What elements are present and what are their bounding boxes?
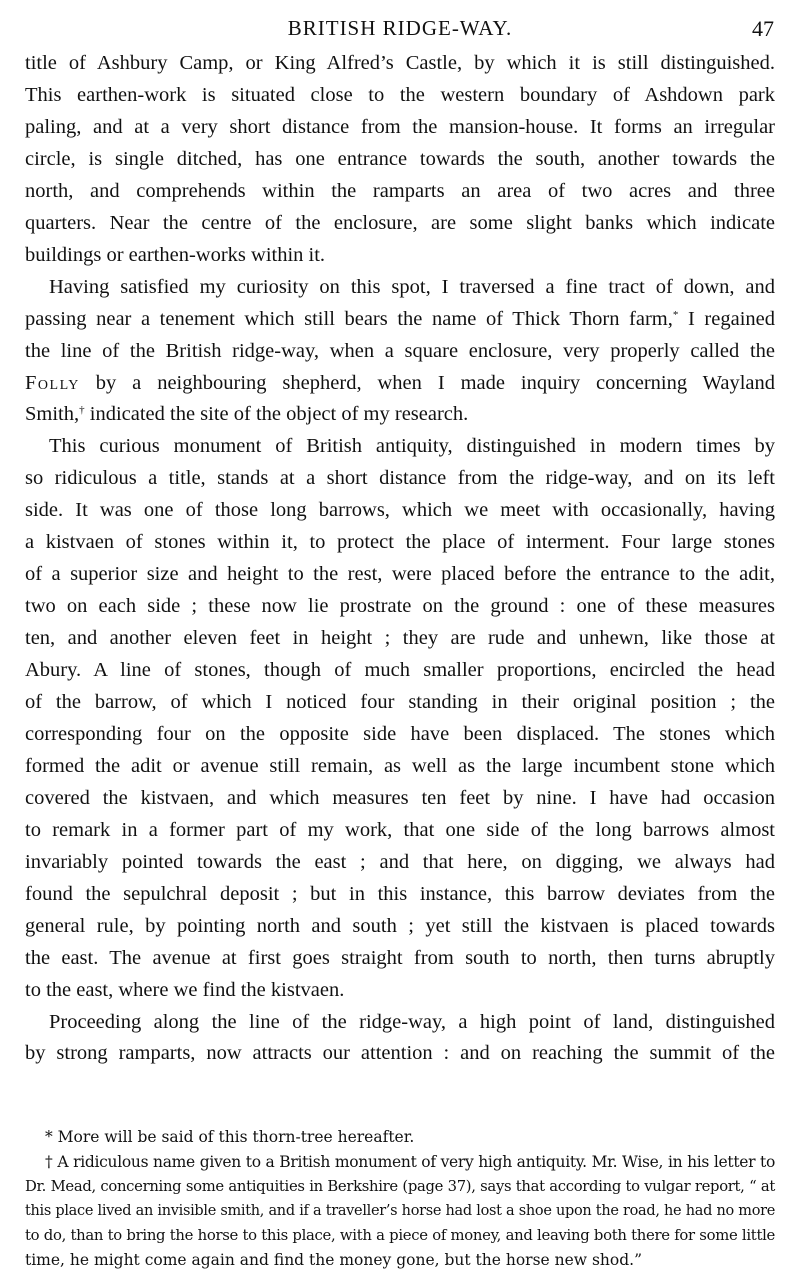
- text-line: Folly by a neighbouring shepherd, when I made inquiry concerning Wayland: [25, 371, 775, 394]
- footnote-marker: *: [672, 308, 679, 321]
- text-line: to remark in a former part of my work, that one side of the long barrows almost: [25, 818, 775, 841]
- text-line: This curious monument of British antiquity, distinguished in modern times by: [49, 435, 775, 458]
- text-line: of the barrow, of which I noticed four standing in their original position ; the: [25, 691, 775, 713]
- footnote-line: Dr. Mead, concerning some antiquities in Berkshire (page 37), says that according to vulgar report, “ at: [25, 1178, 775, 1196]
- page-header: [0, 14, 800, 44]
- footnote-line: † A ridiculous name given to a British monument of very high antiquity. Mr. Wise, in his letter to: [45, 1152, 775, 1171]
- text-line: ten, and another eleven feet in height ; they are rude and unhewn, like those at: [25, 627, 775, 650]
- text-line: Proceeding along the line of the ridge-way, a high point of land, distinguished: [49, 1010, 775, 1033]
- text-line: circle, is single ditched, has one entrance towards the south, another towards the: [25, 147, 775, 170]
- text-line: corresponding four on the opposite side have been displaced. The stones which: [25, 722, 775, 745]
- text-line: buildings or earthen-works within it.: [25, 243, 326, 266]
- text-line: Having satisfied my curiosity on this spot, I traversed a fine tract of down, and: [49, 275, 775, 298]
- footnote-line: * More will be said of this thorn-tree hereafter.: [45, 1128, 415, 1146]
- text-line: a kistvaen of stones within it, to protect the place of interment. Four large stones: [25, 531, 775, 554]
- text-line: formed the adit or avenue still remain, as well as the large incumbent stone which: [25, 754, 775, 777]
- text-line: so ridiculous a title, stands at a short distance from the ridge-way, and on its left: [25, 467, 775, 490]
- text-line: the line of the British ridge-way, when a square enclosure, very properly called the: [25, 339, 775, 362]
- text-line: Smith,† indicated the site of the object of my research.: [25, 403, 469, 426]
- text-line: title of Ashbury Camp, or King Alfred’s Castle, by which it is still distinguished.: [25, 52, 775, 74]
- text-line: of a superior size and height to the rest, were placed before the entrance to the adit,: [25, 563, 775, 586]
- page-number: 47: [752, 16, 774, 41]
- footnote-line: time, he might come again and find the money gone, but the horse new shod.”: [25, 1251, 643, 1269]
- footnote-line: this place lived an invisible smith, and if a traveller’s horse had lost a shoe upon the road, he had no more: [25, 1202, 775, 1219]
- text-line: covered the kistvaen, and which measures ten feet by nine. I have had occasion: [25, 786, 775, 809]
- small-caps-word: Folly: [25, 371, 80, 394]
- text-line: quarters. Near the centre of the enclosure, are some slight banks which indicate: [25, 211, 775, 234]
- footnote-marker: †: [79, 404, 85, 417]
- text-line: side. It was one of those long barrows, which we meet with occasionally, having: [25, 499, 775, 522]
- text-line: paling, and at a very short distance from the mansion-house. It forms an irregular: [25, 115, 775, 138]
- text-line: passing near a tenement which still bears the name of Thick Thorn farm,* I regained: [25, 307, 775, 330]
- text-line: invariably pointed towards the east ; and that here, on digging, we always had: [25, 850, 775, 873]
- text-line: by strong ramparts, now attracts our attention : and on reaching the summit of the: [25, 1042, 775, 1065]
- text-line: two on each side ; these now lie prostrate on the ground : one of these measures: [25, 595, 775, 618]
- footnote-line: to do, than to bring the horse to this place, with a piece of money, and leaving both there for some little: [25, 1227, 775, 1245]
- text-line: found the sepulchral deposit ; but in this instance, this barrow deviates from the: [25, 882, 775, 905]
- text-line: to the east, where we find the kistvaen.: [25, 978, 345, 1001]
- text-line: the east. The avenue at first goes straight from south to north, then turns abruptly: [25, 946, 775, 969]
- text-line: Abury. A line of stones, though of much smaller proportions, encircled the head: [25, 659, 775, 682]
- text-line: north, and comprehends within the ramparts an area of two acres and three: [25, 179, 775, 202]
- text-line: This earthen-work is situated close to the western boundary of Ashdown park: [25, 83, 775, 106]
- text-line: general rule, by pointing north and south ; yet still the kistvaen is placed towards: [25, 914, 775, 937]
- running-title: BRITISH RIDGE-WAY.: [287, 16, 513, 40]
